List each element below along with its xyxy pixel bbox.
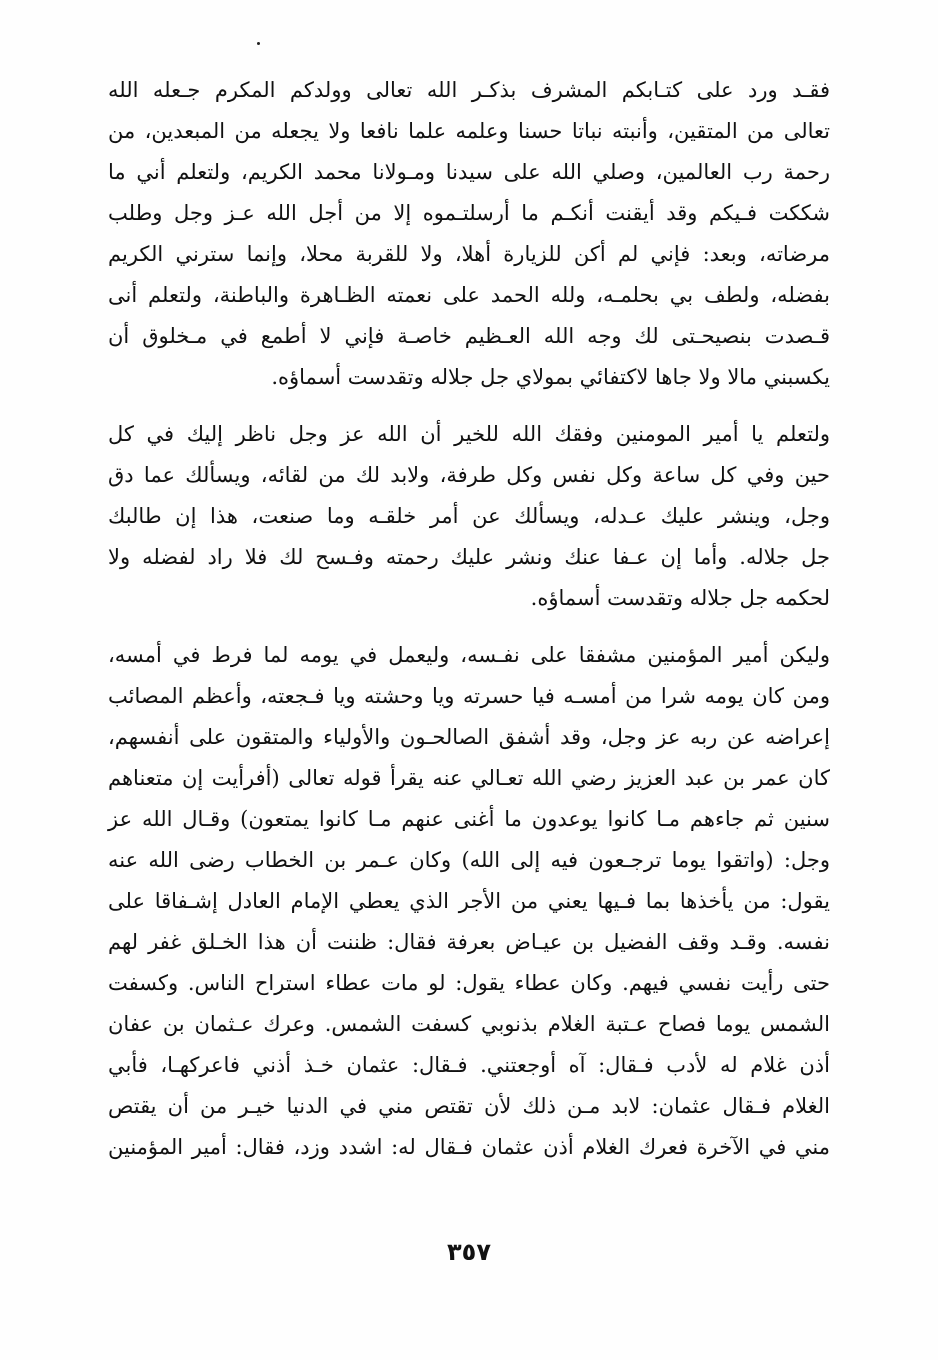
- text-line: كان عمر بن عبد العزيز رضي الله تعـالي عنه يقرأ قوله تعالى (أفرأيت إن متعناهم: [108, 766, 830, 790]
- text-line: لحكمه جل جلاله وتقدست أسماؤه.: [530, 586, 830, 610]
- text-line: جل جلاله. وأما إن عـفا عنك ونشر عليك رحمته وفـسح لك فلا راد لفضله ولا: [108, 545, 830, 569]
- paragraph-2: [108, 414, 830, 619]
- page-number: ٣٥٧: [447, 1238, 491, 1266]
- text-line: تعالى من المتقين، وأنبته نباتا حسنا وعلمه علما نافعا ولا يجعله من المبعدين، من: [108, 119, 830, 143]
- text-line: سنين ثم جاءهم مـا كانوا يوعدون ما أغنى عنهم مـا كانوا يمتعون) وقـال الله عز: [108, 807, 830, 831]
- text-line: بفضله، ولطف بي بحلمـه، ولله الحمد على نعمته الظـاهرة والباطنة، ولتعلم أنى: [108, 283, 830, 307]
- page-speck: [257, 42, 260, 45]
- text-line: مني في الآخرة فعرك الغلام أذن عثمان فـقال له: اشدد وزد، فقال: أمير المؤمنين: [108, 1135, 830, 1159]
- text-line: نفسه. وقـد وقف الفضيل بن عيـاض بعرفة فقال: ظننت أن هذا الخـلق غفر لهم: [108, 930, 830, 954]
- text-line: حتى رأيت نفسي فيهم. وكان عطاء يقول: لو مات عطاء استراح الناس. وكسفت: [108, 971, 830, 995]
- text-line: ولتعلم يا أمير المومنين وفقك الله للخير أن الله عز وجل ناظر إليك في كل: [108, 422, 830, 446]
- paragraph-3: [108, 635, 830, 1168]
- text-line: حين وفي كل ساعة وكل نفس وكل طرفة، ولابد لك من لقائه، ويسألك عما دق: [108, 463, 830, 487]
- text-line: رحمة رب العالمين، وصلي الله على سيدنا ومـولانا محمد الكريم، ولتعلم أني ما: [108, 160, 830, 184]
- paragraph-1: [108, 70, 830, 398]
- text-line: وليكن أمير المؤمنين مشفقا على نفـسه، وليعمل في يومه لما فرط في أمسه،: [108, 643, 830, 667]
- text-line: الشمس يوما فصاح عـتبة الغلام بذنوبي كسفت الشمس. وعرك عـثمان بن عفان: [108, 1012, 830, 1036]
- text-line: فقـد ورد على كتـابكم المشرف بذكـر الله تعالى وولدكم المكرم جـعله الله: [108, 78, 830, 102]
- text-line: وجل، وينشر عليك عـدله، ويسألك عن أمر خلقـه وما صنعت، هذا إن طالبك: [108, 504, 830, 528]
- text-line: إعراضه عن ربه عز وجل، وقد أشفق الصالحـون والأولياء والمتقون على أنفسهم،: [108, 725, 830, 749]
- text-line: شككت فـيكم وقد أيقنت أنكـم ما أرسلتـموه إلا من أجل الله عـز وجل وطلب: [108, 201, 830, 225]
- text-line: يقول: من يأخذها بما فـيها يعني من الأجر الذي يعطي الإمام العادل إشـفاقا على: [108, 889, 830, 913]
- text-line: يكسبني مالا ولا جاها لاكتفائي بمولاي جل جلاله وتقدست أسماؤه.: [271, 365, 830, 389]
- text-line: قـصدت بنصيحـتى لك وجه الله العـظيم خاصـة فإني لا أطمع في مـخلوق أن: [108, 324, 830, 348]
- text-line: أذن غلام له لأدب فـقال: آه أوجعتني. فـقال: عثمان خـذ أذني فاعركهـا، فأبي: [108, 1053, 830, 1077]
- text-line: وجل: (واتقوا يوما ترجـعون فيه إلى الله) وكان عـمر بن الخطاب رضى الله عنه: [108, 848, 830, 872]
- text-line: مرضاته، وبعد: فإني لم أكن للزيارة أهلا، ولا للقربة محلا، وإنما سترني الكريم: [108, 242, 830, 266]
- text-line: ومن كان يومه شرا من أمسـه فيا حسرته ويا وحشته ويا فـجعته، وأعظم المصائب: [108, 684, 830, 708]
- text-line: الغلام فـقال عثمان: لابد مـن ذلك لأن تقتص مني في الدنيا خيـر من أن يقتص: [108, 1094, 830, 1118]
- body-text: [108, 70, 830, 1168]
